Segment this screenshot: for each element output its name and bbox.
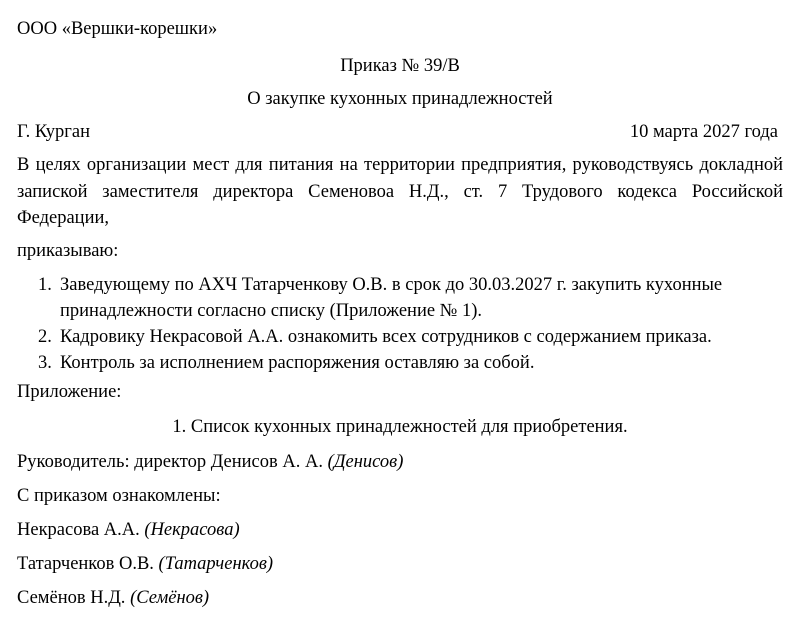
acknowledged-row bbox=[17, 519, 240, 541]
order-word: приказываю: bbox=[17, 241, 119, 261]
organization-name: ООО «Вершки-корешки» bbox=[17, 19, 218, 39]
order-items-list bbox=[38, 272, 788, 376]
order-preamble: В целях организации мест для питания на территории предприятия, руководствуясь докладной запиской заместителя директора Семеновоа Н.Д., ст. 7 Трудового кодекса Российской Федерации, bbox=[17, 155, 783, 228]
acknowledged-name: Некрасова А.А. bbox=[17, 520, 140, 540]
head-signature-line bbox=[17, 451, 403, 473]
order-date: 10 марта 2027 года bbox=[629, 122, 778, 142]
acknowledged-signature: (Некрасова) bbox=[144, 520, 240, 540]
acknowledged-signature: (Семёнов) bbox=[130, 588, 210, 608]
list-item bbox=[38, 350, 788, 376]
order-subject: О закупке кухонных принадлежностей bbox=[247, 89, 553, 109]
appendix-item: 1. Список кухонных принадлежностей для приобретения. bbox=[172, 417, 628, 437]
head-label: Руководитель: директор Денисов А. А. bbox=[17, 452, 323, 472]
item-text: Контроль за исполнением распоряжения оставляю за собой. bbox=[60, 353, 535, 373]
item-text: Кадровику Некрасовой А.А. ознакомить всех сотрудников с содержанием приказа. bbox=[60, 327, 712, 347]
list-item bbox=[38, 324, 788, 350]
order-city: Г. Курган bbox=[17, 122, 91, 142]
order-title: Приказ № 39/В bbox=[340, 56, 460, 76]
acknowledged-name: Татарченков О.В. bbox=[17, 554, 154, 574]
list-item bbox=[38, 272, 788, 324]
item-number: 1. bbox=[38, 275, 52, 295]
acknowledged-row bbox=[17, 587, 209, 609]
acknowledged-label: С приказом ознакомлены: bbox=[17, 486, 221, 506]
head-signature: (Денисов) bbox=[327, 452, 404, 472]
item-text: Заведующему по АХЧ Татарченкову О.В. в срок до 30.03.2027 г. закупить кухонные принадлежности согласно списку (Приложение № 1). bbox=[60, 275, 723, 321]
acknowledged-row bbox=[17, 553, 273, 575]
item-number: 2. bbox=[38, 327, 52, 347]
acknowledged-signature: (Татарченков) bbox=[158, 554, 274, 574]
acknowledged-name: Семёнов Н.Д. bbox=[17, 588, 126, 608]
item-number: 3. bbox=[38, 353, 52, 373]
appendix-label: Приложение: bbox=[17, 382, 122, 402]
